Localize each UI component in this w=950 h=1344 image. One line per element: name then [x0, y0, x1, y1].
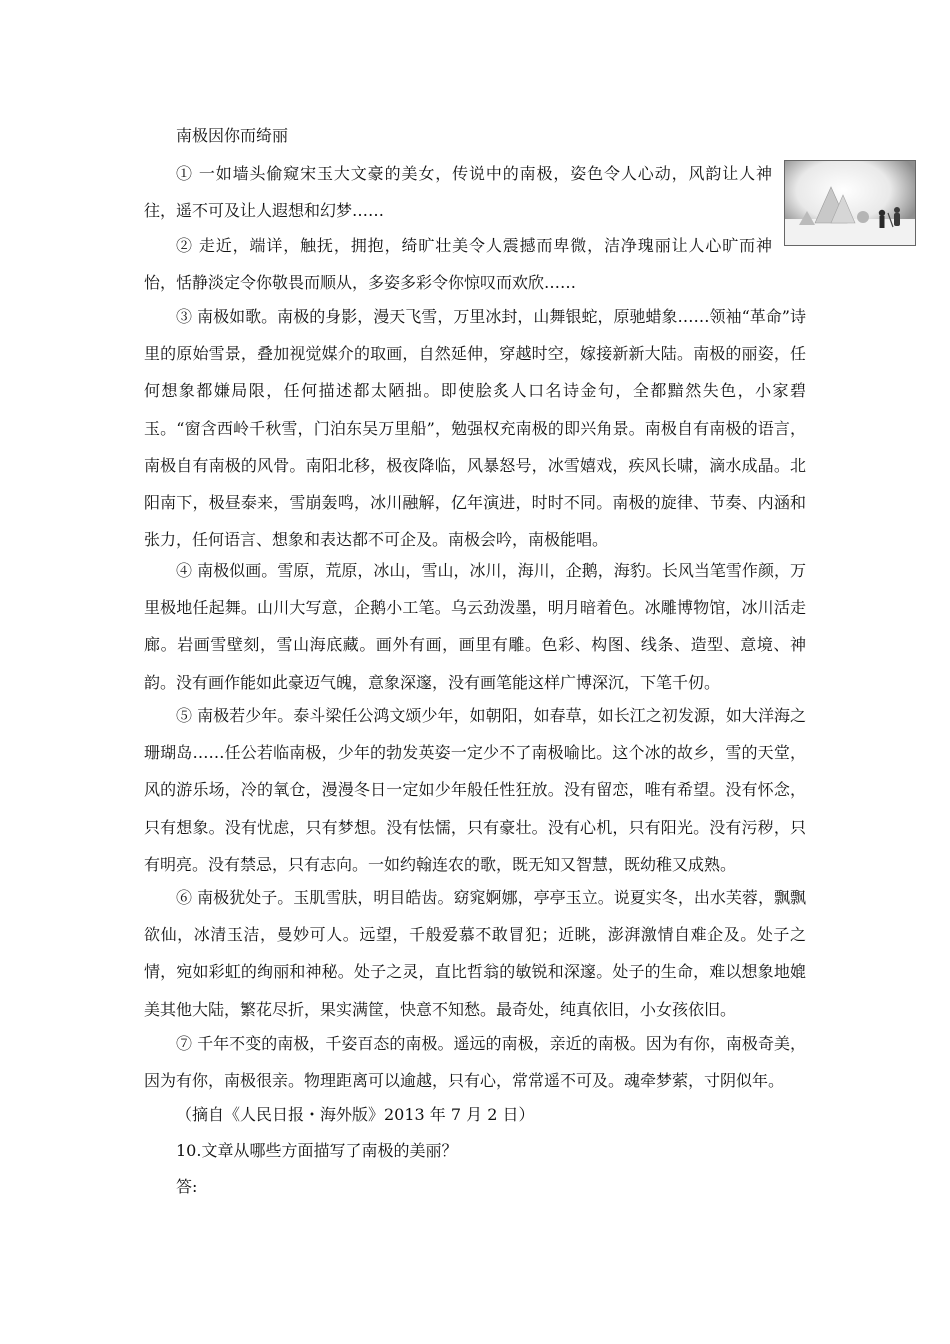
- paragraph-1: ① 一如墙头偷窥宋玉大文豪的美女，传说中的南极，姿色令人心动，风韵让人神往，遥不可及让人遐想和幻梦……: [144, 164, 772, 221]
- article-title: 南极因你而绮丽: [176, 126, 289, 145]
- paragraph-7: ⑦ 千年不变的南极，千姿百态的南极。遥远的南极，亲近的南极。因为有你，南极奇美，因为有你，南极很亲。物理距离可以逾越，只有心，常常遥不可及。魂牵梦萦，寸阴似年。: [144, 1034, 806, 1091]
- question-text: 10.文章从哪些方面描写了南极的美丽？: [176, 1141, 458, 1160]
- source-citation: （摘自《人民日报・海外版》2013 年 7 月 2 日）: [176, 1105, 535, 1124]
- paragraph-4: ④ 南极似画。雪原，荒原，冰山，雪山，冰川，海川，企鹅，海豹。长风当笔雪作颜，万里极地任起舞。山川大写意，企鹅小工笔。乌云劲泼墨，明月暗着色。冰雕博物馆，冰川活走廊。岩画雪壁刻，雪山海底藏。画外有画，画里有雕。色彩、构图、线条、造型、意境、神韵。没有画作能如此豪迈气魄，意象深邃，没有画笔能这样广博深沉，下笔千仞。: [144, 561, 806, 692]
- paragraph-3: ③ 南极如歌。南极的身影，漫天飞雪，万里冰封，山舞银蛇，原驰蜡象……领袖“革命”诗里的原始雪景，叠加视觉媒介的取画，自然延伸，穿越时空，嫁接新新大陆。南极的丽姿，任何想象都嫌局限，任何描述都太陋拙。即使脍炙人口名诗金句，全都黯然失色，小家碧玉。“窗含西岭千秋雪，门泊东吴万里船”，勉强权充南极的即兴角景。南极自有南极的语言，南极自有南极的风骨。南阳北移，极夜降临，风暴怒号，冰雪嬉戏，疾风长啸，滴水成晶。北阳南下，极昼泰来，雪崩轰鸣，冰川融解，亿年演进，时时不同。南极的旋律、节奏、内涵和张力，任何语言、想象和表达都不可企及。南极会吟，南极能唱。: [144, 307, 806, 550]
- paragraph-2: ② 走近，端详，触抚，拥抱，绮旷壮美令人震撼而卑微，洁净瑰丽让人心旷而神怡，恬静淡定令你敬畏而顺从，多姿多彩令你惊叹而欢欣……: [144, 236, 772, 293]
- paragraph-5: ⑤ 南极若少年。泰斗梁任公鸿文颂少年，如朝阳，如春草，如长江之初发源，如大洋海之珊瑚岛……任公若临南极，少年的勃发英姿一定少不了南极喻比。这个冰的故乡，雪的天堂，风的游乐场，冷的氧仓，漫漫冬日一定如少年般任性狂放。没有留恋，唯有希望。没有怀念，只有想象。没有忧虑，只有梦想。没有怯懦，只有豪壮。没有心机，只有阳光。没有污秽，只有明亮。没有禁忌，只有志向。一如约翰连农的歌，既无知又智慧，既幼稚又成熟。: [144, 706, 806, 874]
- antarctic-tent-photo: [784, 160, 916, 246]
- answer-label: 答:: [176, 1177, 198, 1196]
- antarctic-scene-icon: [785, 161, 915, 245]
- paragraph-6: ⑥ 南极犹处子。玉肌雪肤，明目皓齿。窈窕婀娜，亭亭玉立。说夏实冬，出水芙蓉，飘飘欲仙，冰清玉洁，曼妙可人。远望，千般爱慕不敢冒犯；近眺，澎湃激情自难企及。处子之情，宛如彩虹的绚丽和神秘。处子之灵，直比哲翁的敏锐和深邃。处子的生命，难以想象地媲美其他大陆，繁花尽折，果实满筐，快意不知愁。最奇处，纯真依旧，小女孩依旧。: [144, 888, 806, 1019]
